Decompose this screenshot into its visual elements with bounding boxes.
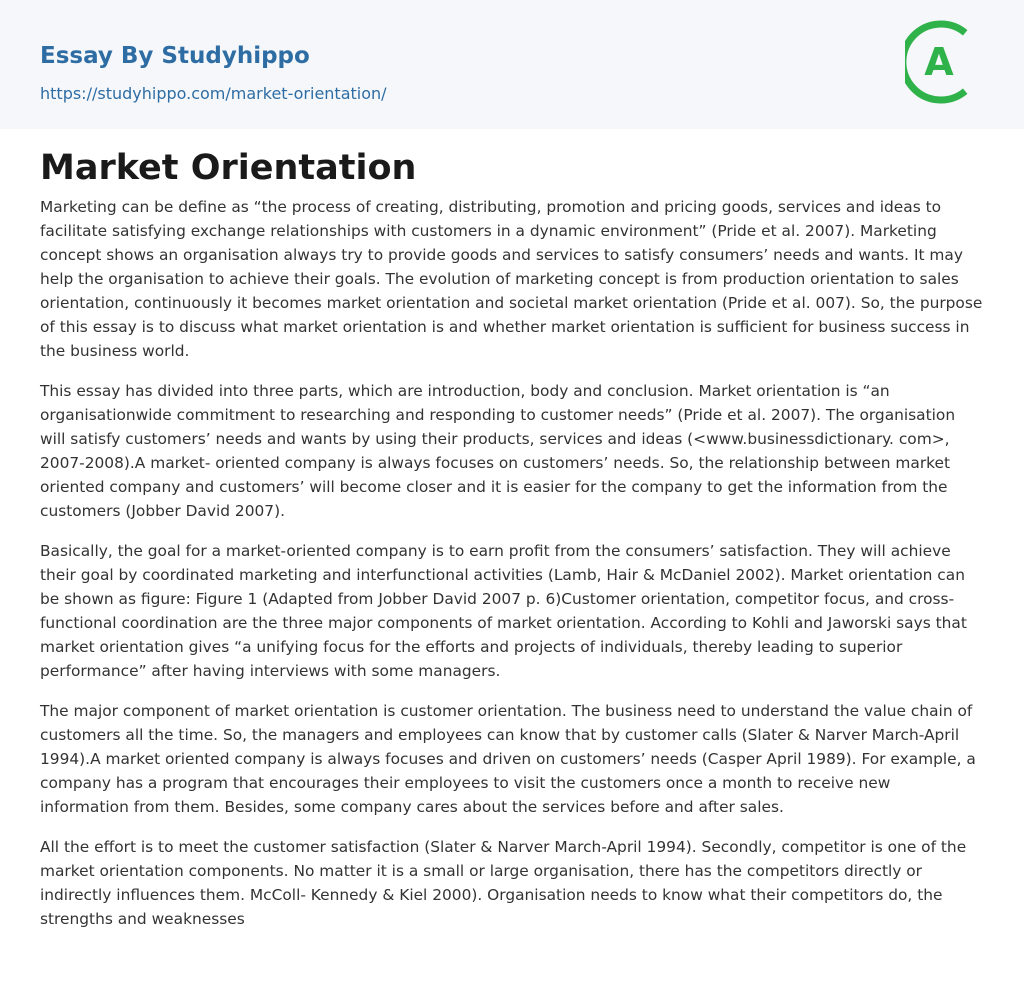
logo-letter: A xyxy=(924,40,954,84)
essay-paragraph-2: This essay has divided into three parts, which are introduction, body and conclusion. Market orientation is “an organisationwide commitment to researching and responding to customer needs” (Pride et al. 2007). The organisation will satisfy customers’ needs and wants by using their products, services and ideas (<www.businessdictionary. com>, 2007-2008).A market- oriented company is always focuses on customers’ needs. So, the relationship between market oriented company and customers’ will become closer and it is easier for the company to get the information from the customers (Jobber David 2007). xyxy=(40,382,956,520)
essay-paragraph-5: All the effort is to meet the customer satisfaction (Slater & Narver March-April 1994). Secondly, competitor is one of the market orientation components. No matter it is a small or large organisation, there has the competitors directly or indirectly influences them. McColl- Kennedy & Kiel 2000). Organisation needs to know what their competitors do, the strengths and weaknesses xyxy=(40,838,967,928)
page-title: Market Orientation xyxy=(40,148,417,188)
essay-paragraph-3: Basically, the goal for a market-oriented company is to earn profit from the consumers’ satisfaction. They will achieve their goal by coordinated marketing and interfunctional activities (Lamb, Hair & McDaniel 2002). Market orientation can be shown as figure: Figure 1 (Adapted from Jobber David 2007 p. 6)Customer orientation, competitor focus, and cross-functional coordination are the three major components of market orientation. According to Kohli and Jaworski says that market orientation gives “a unifying focus for the efforts and projects of individuals, thereby leading to superior performance” after having interviews with some managers. xyxy=(40,542,967,680)
essay-body xyxy=(40,195,984,947)
essay-paragraph-4: The major component of market orientation is customer orientation. The business need to understand the value chain of customers all the time. So, the managers and employees can know that by customer calls (Slater & Narver March-April 1994).A market oriented company is always focuses and driven on customers’ needs (Casper April 1989). For example, a company has a program that encourages their employees to visit the customers once a month to receive new information from them. Besides, some company cares about the services before and after sales. xyxy=(40,702,976,816)
essay-url-link[interactable]: https://studyhippo.com/market-orientation/ xyxy=(40,84,387,103)
studyhippo-logo-icon[interactable] xyxy=(905,18,989,106)
page-header xyxy=(0,0,1024,129)
essay-paragraph-1: Marketing can be define as “the process of creating, distributing, promotion and pricing goods, services and ideas to facilitate satisfying exchange relationships with customers in a dynamic environment” (Pride et al. 2007). Marketing concept shows an organisation always try to provide goods and services to satisfy consumers’ needs and wants. It may help the organisation to achieve their goals. The evolution of marketing concept is from production orientation to sales orientation, continuously it becomes market orientation and societal market orientation (Pride et al. 007). So, the purpose of this essay is to discuss what market orientation is and whether market orientation is sufficient for business success in the business world. xyxy=(40,198,983,360)
site-brand[interactable]: Essay By Studyhippo xyxy=(40,43,310,69)
